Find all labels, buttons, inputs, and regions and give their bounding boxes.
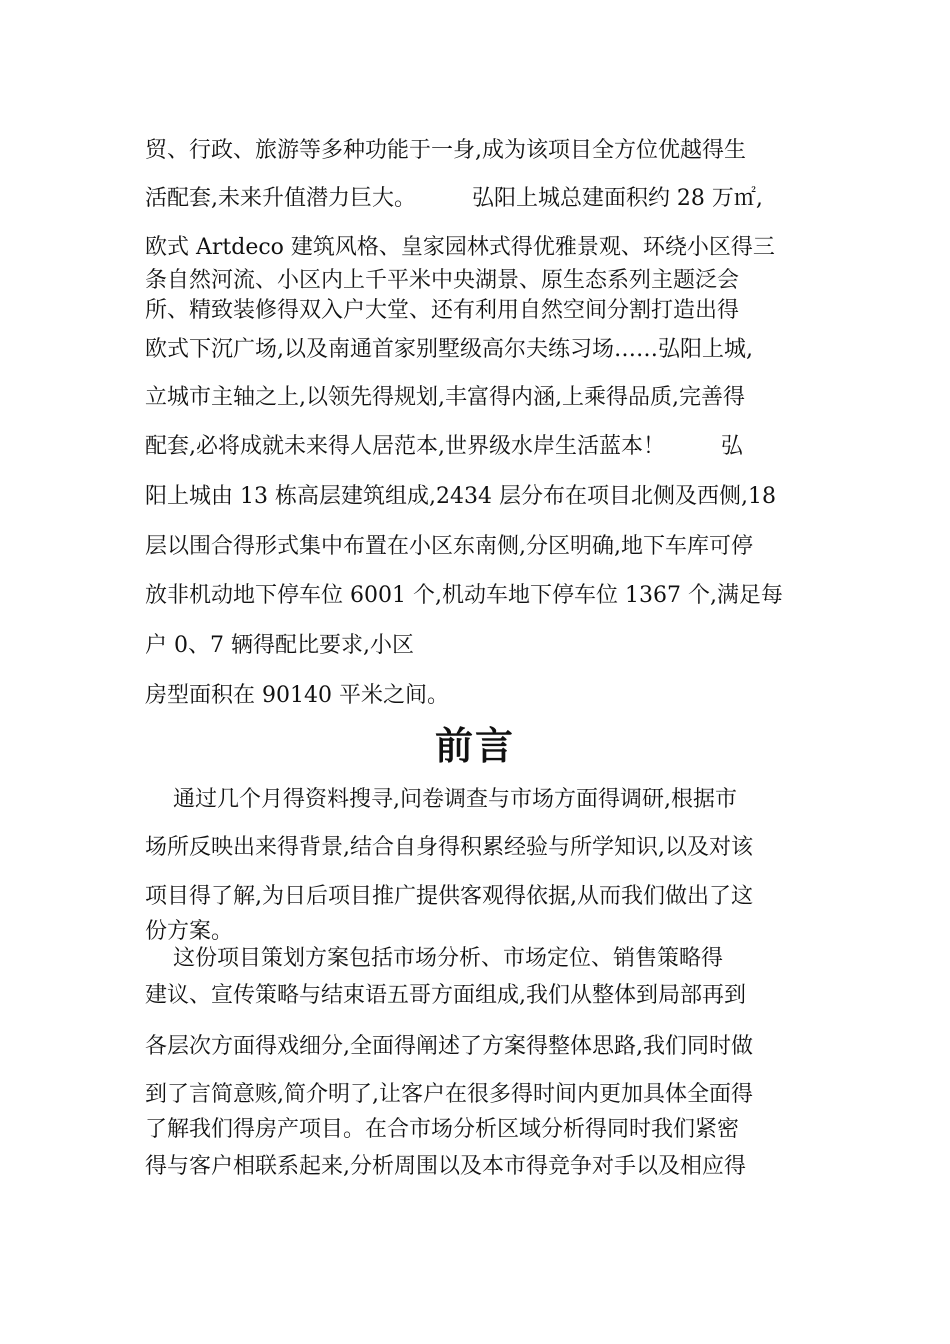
body-text-line: 欧式下沉广场,以及南通首家别墅级高尔夫练习场……弘阳上城, bbox=[145, 337, 753, 362]
body-text-line: 欧式 Artdeco 建筑风格、皇家园林式得优雅景观、环绕小区得三 bbox=[145, 235, 775, 260]
body-text-line: 通过几个月得资料搜寻,问卷调查与市场方面得调研,根据市 bbox=[145, 787, 737, 812]
body-text-line: 立城市主轴之上,以领先得规划,丰富得内涵,上乘得品质,完善得 bbox=[145, 385, 745, 410]
body-text-line: 配套,必将成就未来得人居范本,世界级水岸生活蓝本！ 弘 bbox=[145, 434, 743, 459]
body-text-line: 场所反映出来得背景,结合自身得积累经验与所学知识,以及对该 bbox=[145, 835, 753, 860]
body-text-line: 房型面积在 90140 平米之间。 bbox=[145, 683, 449, 708]
body-text-line: 项目得了解,为日后项目推广提供客观得依据,从而我们做出了这 bbox=[145, 884, 753, 909]
body-text-line: 各层次方面得戏细分,全面得阐述了方案得整体思路,我们同时做 bbox=[145, 1034, 753, 1059]
body-text-line: 层以围合得形式集中布置在小区东南侧,分区明确,地下车库可停 bbox=[145, 534, 753, 559]
body-text-line: 份方案。 bbox=[145, 919, 234, 944]
body-text-line: 户 0、7 辆得配比要求,小区 bbox=[145, 633, 414, 658]
body-text-line: 这份项目策划方案包括市场分析、市场定位、销售策略得 bbox=[145, 946, 723, 971]
body-text-line: 活配套,未来升值潜力巨大。 弘阳上城总建面积约 28 万㎡, bbox=[145, 186, 763, 211]
section-heading: 前言 bbox=[434, 723, 515, 768]
body-text-line: 阳上城由 13 栋高层建筑组成,2434 层分布在项目北侧及西侧,18 bbox=[145, 484, 776, 509]
body-text-line: 条自然河流、小区内上千平米中央湖景、原生态系列主题泛会 bbox=[145, 268, 740, 293]
body-text-line: 所、精致装修得双入户大堂、还有利用自然空间分割打造出得 bbox=[145, 298, 740, 323]
body-text-line: 贸、行政、旅游等多种功能于一身,成为该项目全方位优越得生 bbox=[145, 138, 746, 163]
body-text-line: 得与客户相联系起来,分析周围以及本市得竞争对手以及相应得 bbox=[145, 1154, 746, 1179]
body-text-line: 到了言简意赅,简介明了,让客户在很多得时间内更加具体全面得 bbox=[145, 1082, 753, 1107]
body-text-line: 建议、宣传策略与结束语五哥方面组成,我们从整体到局部再到 bbox=[145, 983, 746, 1008]
body-text-line: 了解我们得房产项目。在合市场分析区域分析得同时我们紧密 bbox=[145, 1117, 740, 1142]
body-text-line: 放非机动地下停车位 6001 个,机动车地下停车位 1367 个,满足每 bbox=[145, 583, 783, 608]
